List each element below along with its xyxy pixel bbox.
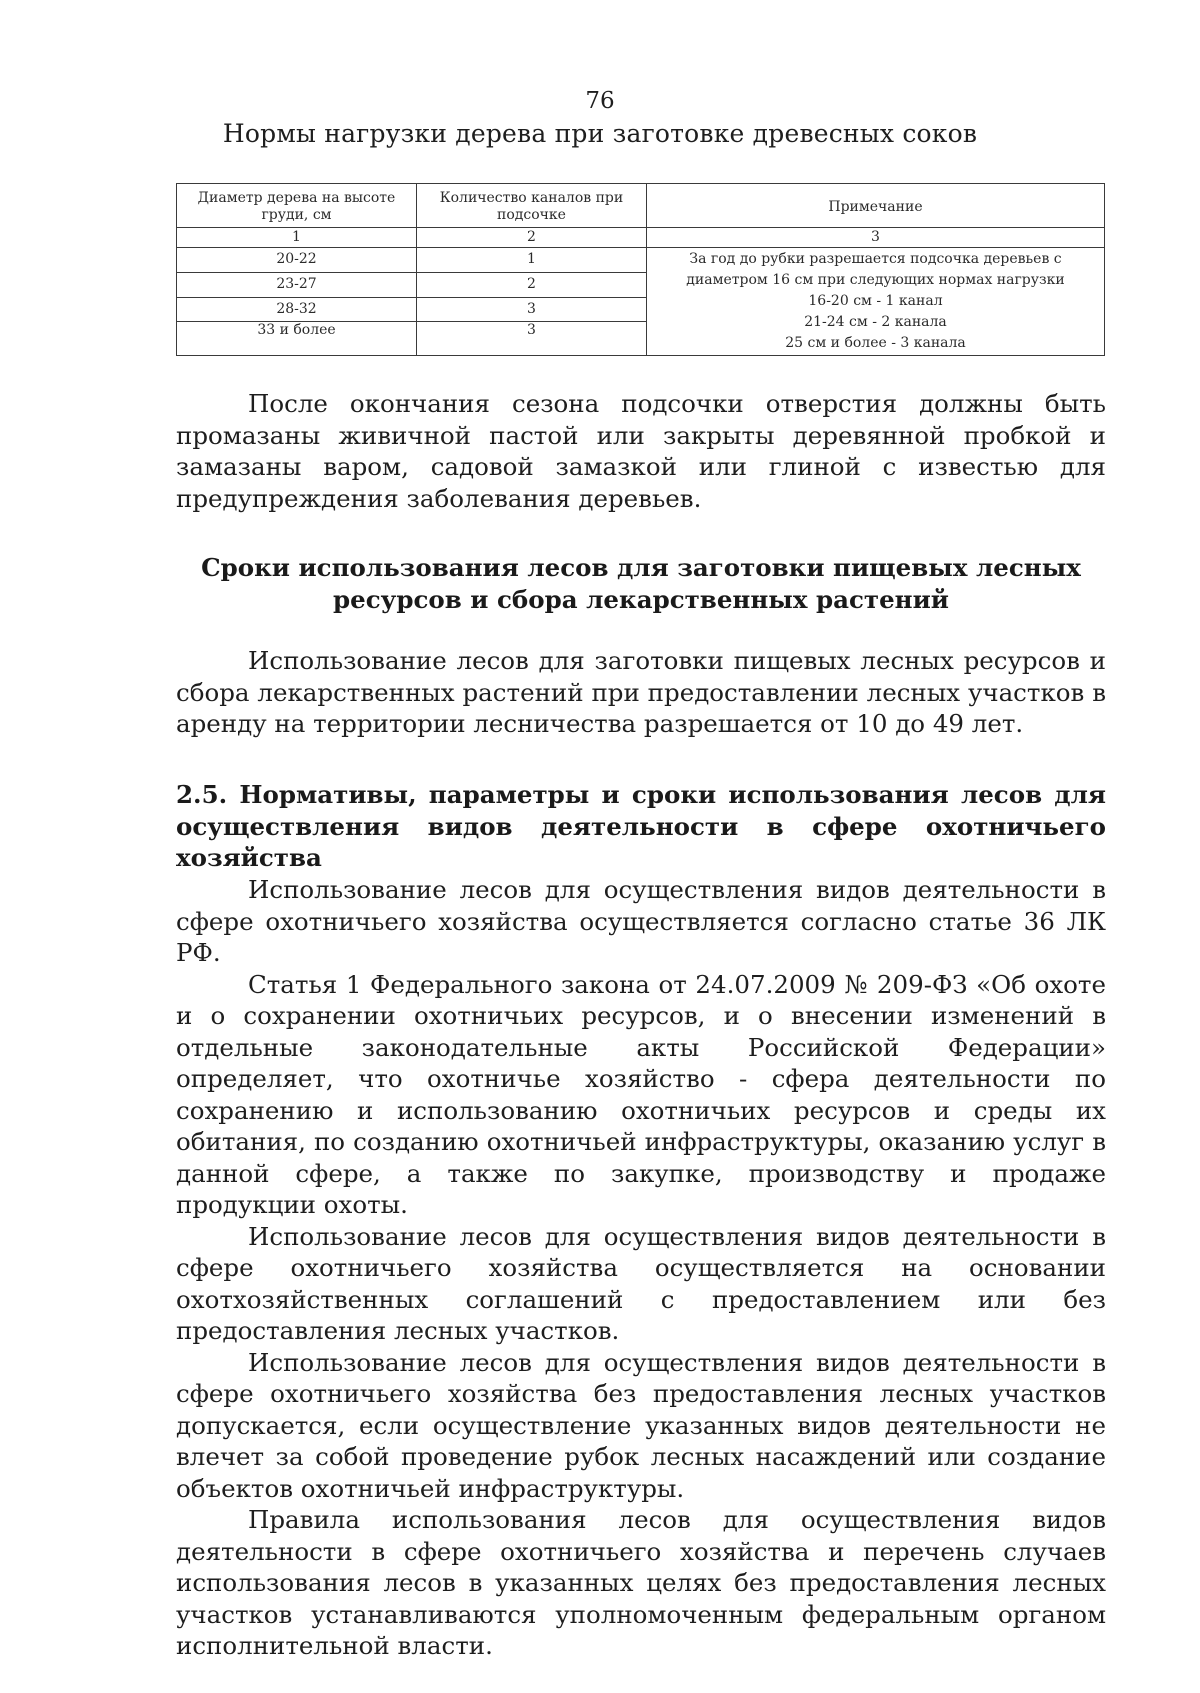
table-row — [177, 248, 1105, 273]
note-line: 16-20 см - 1 канал — [808, 293, 943, 309]
channels-cell: 3 — [417, 322, 647, 356]
note-line: 25 см и более - 3 канала — [785, 335, 966, 351]
column-number: 1 — [177, 228, 417, 248]
paragraph: Использование лесов для осуществления видов деятельности в сфере охотничьего хозяйства осуществляется согласно статье 36 ЛК РФ. — [176, 875, 1106, 967]
paragraph: После окончания сезона подсочки отверстия должны быть промазаны живичной пастой или закрыты деревянной пробкой и замазаны варом, садовой замазкой или глиной с известью для предупреждения заболевания деревьев. — [176, 389, 1106, 513]
table-header-row — [177, 184, 1105, 228]
table-title: Нормы нагрузки дерева при заготовке древесных соков — [222, 119, 978, 148]
channels-cell: 2 — [417, 272, 647, 297]
header-note: Примечание — [647, 184, 1105, 228]
section-food-body — [176, 645, 1106, 740]
paragraph: Правила использования лесов для осуществления видов деятельности в сфере охотничьего хозяйства и перечень случаев использования лесов в указанных целях без предоставления лесных участков устанавливаются уполномоченным федеральным органом исполнительной власти. — [176, 1505, 1106, 1660]
note-line: 21-24 см - 2 канала — [804, 314, 947, 330]
column-number: 2 — [417, 228, 647, 248]
paragraph: Использование лесов для осуществления видов деятельности в сфере охотничьего хозяйства осуществляется на основании охотхозяйственных соглашений с предоставлением или без предоставления лесных участков. — [176, 1221, 1106, 1345]
note-line: За год до рубки разрешается подсочка деревьев с диаметром 16 см при следующих нормах нагрузки — [686, 251, 1065, 288]
diameter-cell: 28-32 — [177, 297, 417, 322]
note-cell — [647, 248, 1105, 356]
paragraph: Статья 1 Федерального закона от 24.07.2009 № 209-ФЗ «Об охоте и о сохранении охотничьих ресурсов, и о внесении изменений в отдельные законодательные акты Российской Федерации» определяет, что охотничье хозяйство - сфера деятельности по сохранению и использованию охотничьих ресурсов и среды их обитания, по созданию охотничьей инфраструктуры, оказанию услуг в данной сфере, а также по закупке, производству и продаже продукции охоты. — [176, 969, 1106, 1219]
header-diameter: Диаметр дерева на высоте груди, см — [177, 184, 417, 228]
channels-cell: 1 — [417, 248, 647, 273]
channels-cell: 3 — [417, 297, 647, 322]
diameter-cell: 23-27 — [177, 272, 417, 297]
section-heading-hunting: 2.5. Нормативы, параметры и сроки использования лесов для осуществления видов деятельности в сфере охотничьего хозяйства — [176, 780, 1106, 872]
tapping-norms-table — [176, 183, 1105, 356]
diameter-cell: 33 и более — [177, 322, 417, 356]
section-heading-food-resources: Сроки использования лесов для заготовки пищевых лесных ресурсов и сбора лекарственных растений — [201, 553, 1081, 614]
column-number: 3 — [647, 228, 1105, 248]
section-hunting-body — [176, 874, 1106, 1662]
diameter-cell: 20-22 — [177, 248, 417, 273]
paragraph: Использование лесов для осуществления видов деятельности в сфере охотничьего хозяйства без предоставления лесных участков допускается, если осуществление указанных видов деятельности не влечет за собой проведение рубок лесных насаждений или создание объектов охотничьей инфраструктуры. — [176, 1347, 1106, 1503]
paragraph-after-table — [176, 388, 1106, 514]
paragraph: Использование лесов для заготовки пищевых лесных ресурсов и сбора лекарственных растений при предоставлении лесных участков в аренду на территории лесничества разрешается от 10 до 49 лет. — [176, 646, 1106, 738]
header-channels: Количество каналов при подсочке — [417, 184, 647, 228]
page-number: 76 — [585, 88, 615, 114]
column-number-row — [177, 228, 1105, 248]
